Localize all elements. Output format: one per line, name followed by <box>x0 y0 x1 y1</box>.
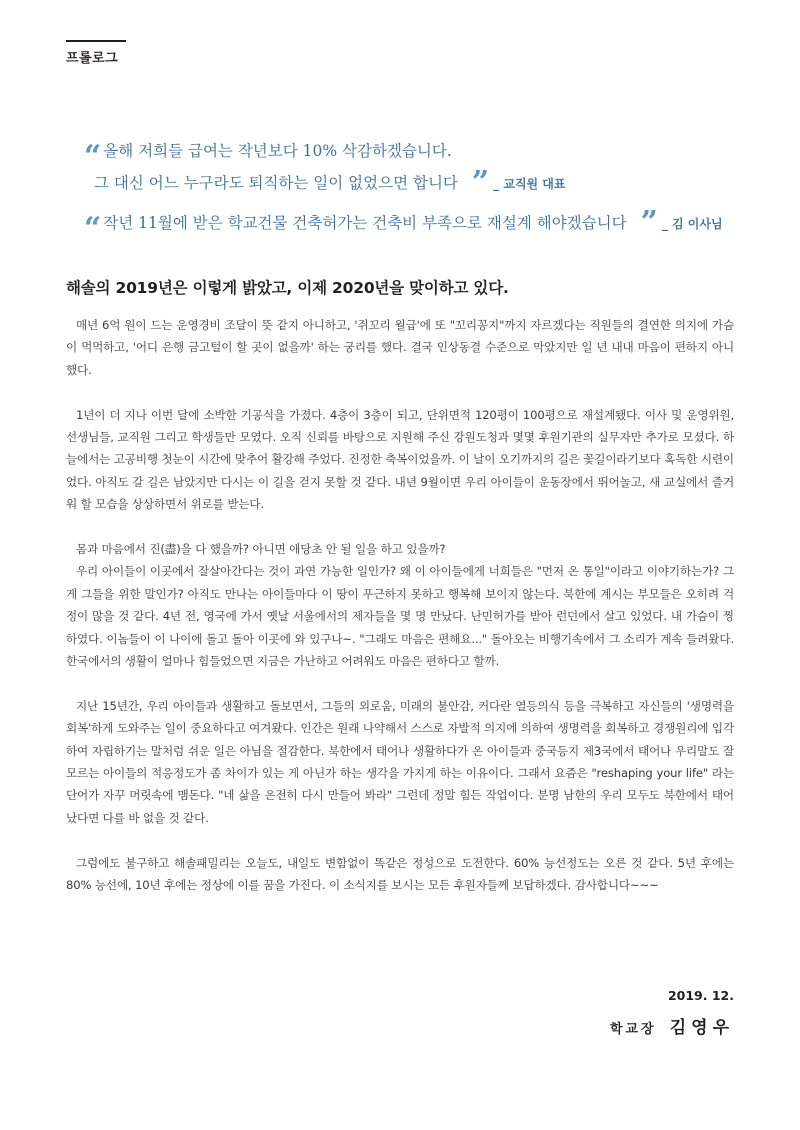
article-paragraph: 그럼에도 불구하고 해솔패밀리는 오늘도, 내일도 변함없이 똑같은 정성으로 도전한다. 60% 능선정도는 오른 것 같다. 5년 후에는 80% 능선에, 10년 후에는 정상에 이를 꿈을 가진다. 이 소식지를 보시는 모든 후원자들께 보답하겠다. 감사합니다~~~ <box>66 855 734 893</box>
article-paragraph: 1년이 더 지나 이번 달에 소박한 기공식을 가졌다. 4층이 3층이 되고, 단위면적 120평이 100평으로 재설계됐다. 이사 및 운영위원, 선생님들, 교직원 그리고 학생들만 모였다. 오직 신뢰를 바탕으로 지원해 주신 강원도청과 몇몇 후원기관의 실무자만 추가로 모셨다. 하늘에서는 고공비행 첫눈이 시간에 맞추어 활강해 주었다. 진정한 축복이었을까. 이 날이 오기까지의 길은 꽃길이라기보다 혹독한 시련이었다. 아직도 갈 길은 남았지만 다시는 이 길을 걷지 못할 것 같다. 내년 9월이면 우리 아이들이 운동장에서 뛰어놀고, 새 교실에서 즐거워 할 모습을 상상하면서 위로를 받는다. <box>66 407 734 512</box>
signature-name: 김영우 <box>669 1018 734 1038</box>
signature-date: 2019. 12. <box>667 988 734 1003</box>
article-headline: 해솔의 2019년은 이렇게 밝았고, 이제 2020년을 맞이하고 있다. <box>66 279 509 297</box>
quote-attribution: _ 김 이사님 <box>661 217 723 231</box>
quote-text: 그 대신 어느 누구라도 퇴직하는 일이 없었으면 합니다 <box>94 174 458 192</box>
article-paragraph: 지난 15년간, 우리 아이들과 생활하고 돌보면서, 그들의 외로움, 미래의 불안감, 커다란 열등의식 등을 극복하고 자신들의 '생명력을 회복'하게 도와주는 일이 중요하다고 여겨왔다. 인간은 원래 나약해서 스스로 자발적 의지에 의하여 생명력을 회복하고 경쟁원리에 입각하여 자립하기는 말처럼 쉬운 일은 아님을 절감한다. 북한에서 태어나 생활하다가 온 아이들과 중국등지 제3국에서 태어나 우리말도 잘 모르는 아이들의 적응정도가 좀 차이가 있는 게 아닌가 하는 생각을 가지게 하는 이유이다. 그래서 요즘은 "reshaping your life" 라는 단어가 자꾸 머릿속에 맴돈다. "네 삶을 온전히 다시 만들어 봐라" 그런데 정말 힘든 작업이다. 분명 남한의 우리 모두도 북한에서 태어났다면 다를 바 없을 것 같다. <box>66 698 734 825</box>
signature-block <box>610 988 734 1038</box>
open-quote-mark-icon: “ <box>84 139 102 174</box>
quote-line <box>84 164 566 200</box>
article-paragraph: 매년 6억 원이 드는 운영경비 조달이 뜻 같지 아니하고, '쥐꼬리 월급'에 또 "꼬리꽁지"까지 자르겠다는 직원들의 결연한 의지에 가슴이 먹먹하고, '어디 은행 금고털이 할 곳이 없을까' 하는 궁리를 했다. 결국 인상동결 수준으로 막았지만 일 년 내내 마음이 편하지 아니했다. <box>66 318 734 377</box>
quote-line <box>84 132 566 174</box>
quote-attribution: _ 교직원 대표 <box>493 177 566 191</box>
signature-line <box>610 1013 734 1038</box>
close-quote-mark-icon: ” <box>640 205 658 240</box>
quote-director <box>84 204 723 246</box>
section-title: 프롤로그 <box>66 51 119 66</box>
article-paragraph: 우리 아이들이 이곳에서 잘살아간다는 것이 과연 가능한 일인가? 왜 이 아이들에게 너희들은 "먼저 온 통일"이라고 이야기하는가? 그게 그들을 위한 말인가? 아직도 만나는 아이들마다 이 땅이 푸근하지 못하고 행복해 보이지 않는다. 북한에 계시는 부모들은 오히려 걱정이 많을 것 같다. 4년 전, 영국에 가서 옛날 서울에서의 제자들을 몇 명 만났다. 난민허가를 받아 런던에서 살고 있었다. 내 가슴이 찡하였다. 이놈들이 이 나이에 돌고 돌아 이곳에 와 있구나~. "그래도 마음은 편해요..." 돌아오는 비행기속에서 그 소리가 계속 들려왔다. 한국에서의 생활이 얼마나 힘들었으면 지금은 가난하고 어려워도 마음은 편하다고 할까. <box>66 564 734 669</box>
quote-line <box>84 204 723 246</box>
signature-role: 학교장 <box>609 1022 657 1037</box>
article-paragraph: 몸과 마음에서 진(盡)을 다 했을까? 아니면 애당초 안 될 일을 하고 있을까? <box>76 542 446 557</box>
quote-text: 올해 저희들 급여는 작년보다 10% 삭감하겠습니다. <box>103 142 452 160</box>
quote-staff <box>84 132 566 200</box>
header-rule <box>66 40 126 42</box>
quote-text: 작년 11월에 받은 학교건물 건축허가는 건축비 부족으로 재설계 해야겠습니다 <box>103 214 627 232</box>
open-quote-mark-icon: “ <box>84 211 102 246</box>
article-body <box>66 314 734 919</box>
close-quote-mark-icon: ” <box>471 165 490 200</box>
